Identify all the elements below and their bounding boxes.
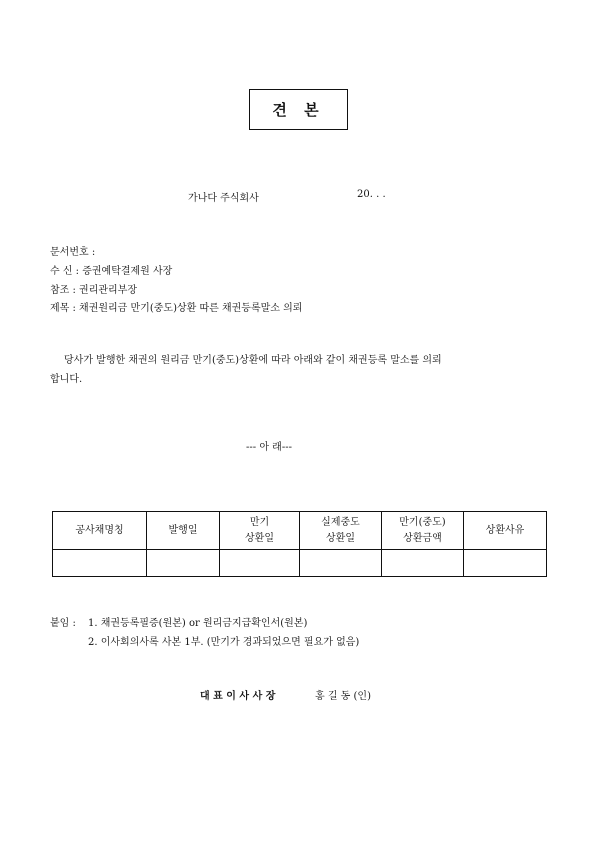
- attachment-label: 붙임 :: [50, 618, 76, 629]
- reference-line: 참조 : 권리관리부장: [50, 285, 138, 296]
- document-title: 견 본: [249, 89, 348, 130]
- company-name: 가나다 주식회사: [188, 193, 259, 204]
- document-date: 20. . .: [357, 189, 386, 200]
- table-row: [53, 550, 547, 577]
- table-cell[interactable]: [382, 550, 464, 577]
- header-maturity-date: 만기 상환일: [220, 512, 300, 550]
- doc-number-label: 문서번호 :: [50, 247, 96, 258]
- header-early-redemption-date: 실제중도 상환일: [300, 512, 382, 550]
- table-cell[interactable]: [300, 550, 382, 577]
- attachment-item-1: 1. 채권등록필증(원본) or 원리금지급확인서(원본): [88, 618, 308, 629]
- header-redemption-amount: 만기(중도) 상환금액: [382, 512, 464, 550]
- body-line-2: 합니다.: [50, 374, 83, 385]
- header-redemption-reason: 상환사유: [464, 512, 547, 550]
- below-heading: --- 아 래---: [246, 442, 292, 453]
- table-header-row: [53, 512, 547, 550]
- body-line-1: 당사가 발행한 채권의 원리금 만기(중도)상환에 따라 아래와 같이 채권등록 말소를 의뢰: [64, 355, 442, 366]
- bond-table: [52, 511, 547, 577]
- table-cell[interactable]: [464, 550, 547, 577]
- table-cell[interactable]: [220, 550, 300, 577]
- table-cell[interactable]: [53, 550, 147, 577]
- signature-name: 홍 길 동 (인): [315, 691, 371, 702]
- recipient-line: 수 신 : 증권예탁결제원 사장: [50, 266, 173, 277]
- header-bond-name: 공사채명칭: [53, 512, 147, 550]
- attachment-item-2: 2. 이사회의사록 사본 1부. (만기가 경과되었으면 필요가 없음): [88, 637, 360, 648]
- signature-title: 대 표 이 사 사 장: [200, 691, 276, 702]
- subject-line: 제목 : 채권원리금 만기(중도)상환 따른 채권등록말소 의뢰: [50, 303, 303, 314]
- table-cell[interactable]: [147, 550, 220, 577]
- header-issue-date: 발행일: [147, 512, 220, 550]
